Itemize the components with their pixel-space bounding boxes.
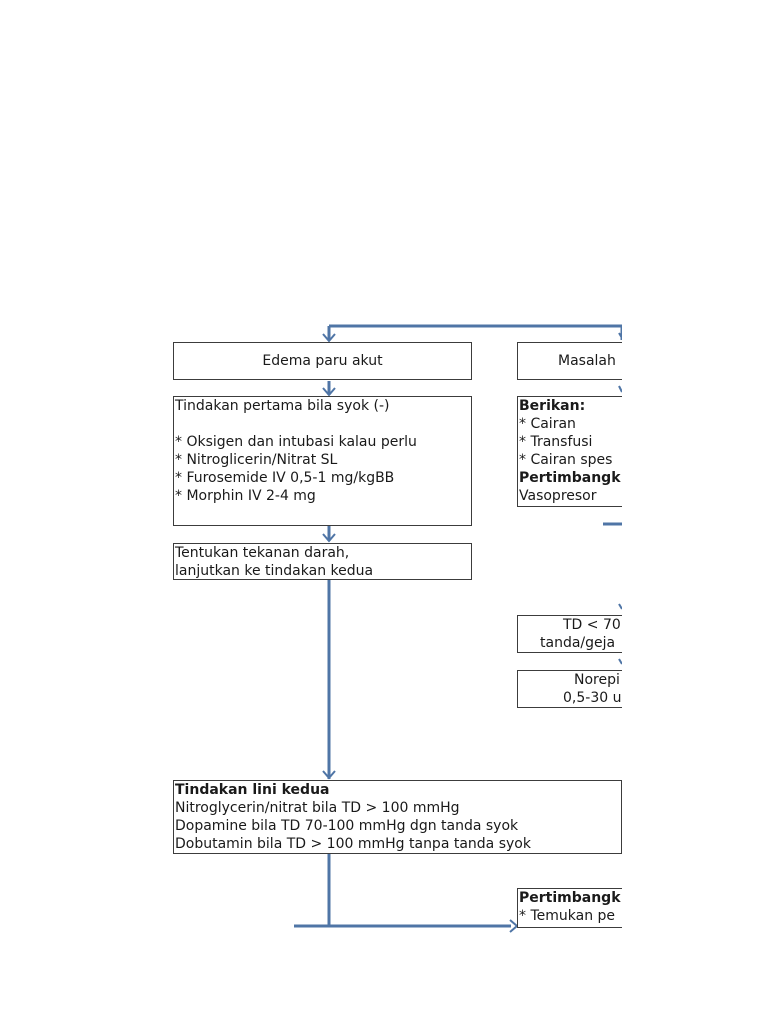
norepi-line1: Norepi <box>574 672 620 688</box>
second-line-title: Tindakan lini kedua <box>175 782 330 798</box>
norepi-line2: 0,5-30 u <box>563 690 622 706</box>
berikan-pertimbangkan: Pertimbangk <box>519 470 621 486</box>
second-line-box <box>173 780 622 854</box>
second-line-item-3: Dobutamin bila TD > 100 mmHg tanpa tanda syok <box>175 836 531 852</box>
first-action-item-4: * Morphin IV 2-4 mg <box>175 488 316 504</box>
berikan-vasopresor: Vasopresor <box>519 488 597 504</box>
right-crop-mask <box>622 300 768 1000</box>
masalah-title: Masalah <box>558 353 616 369</box>
td-line1: TD < 70 <box>563 617 621 633</box>
first-action-box <box>173 396 472 526</box>
bp-check-line2: lanjutkan ke tindakan kedua <box>175 563 374 579</box>
bp-check-line1: Tentukan tekanan darah, <box>175 545 350 561</box>
berikan-item-1: * Cairan <box>519 416 576 432</box>
edema-title: Edema paru akut <box>262 353 383 369</box>
first-action-item-2: * Nitroglicerin/Nitrat SL <box>175 452 338 468</box>
arrowhead-bottom-right <box>510 920 517 932</box>
second-line-item-2: Dopamine bila TD 70-100 mmHg dgn tanda syok <box>175 818 519 834</box>
second-line-item-1: Nitroglycerin/nitrat bila TD > 100 mmHg <box>175 800 460 816</box>
edema-paru-box <box>173 342 472 380</box>
berikan-item-3: * Cairan spes <box>519 452 613 468</box>
first-action-item-1: * Oksigen dan intubasi kalau perlu <box>175 434 417 450</box>
bottom-right-title: Pertimbangk <box>519 890 621 906</box>
first-action-line1: Tindakan pertama bila syok (-) <box>175 398 390 414</box>
berikan-title: Berikan: <box>519 398 586 414</box>
bottom-right-line1: * Temukan pe <box>519 908 616 924</box>
td-line2: tanda/geja <box>540 635 616 651</box>
first-action-blank <box>175 415 471 433</box>
bp-check-box <box>173 543 472 580</box>
first-action-item-3: * Furosemide IV 0,5-1 mg/kgBB <box>175 470 395 486</box>
berikan-item-2: * Transfusi <box>519 434 593 450</box>
